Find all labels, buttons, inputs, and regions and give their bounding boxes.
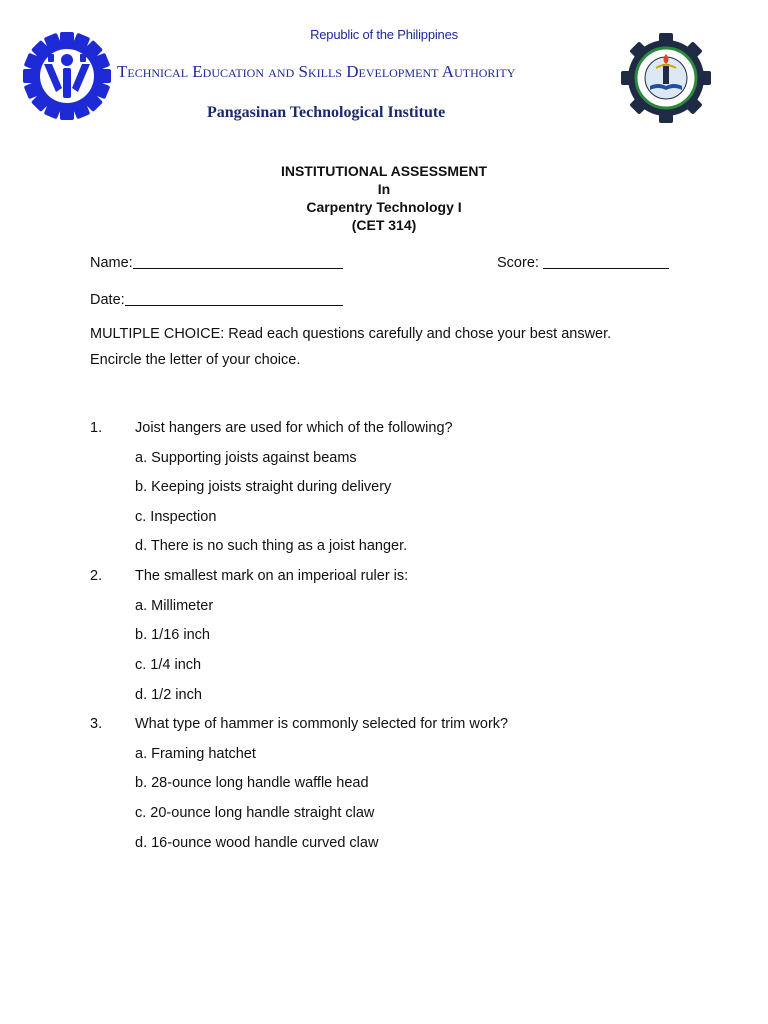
answer-option[interactable]: d. 16-ounce wood handle curved claw	[135, 835, 379, 851]
institute-name: Pangasinan Technological Institute	[207, 104, 446, 121]
answer-option[interactable]: d. 1/2 inch	[135, 687, 202, 703]
tesda-logo-icon	[22, 30, 112, 122]
question-number: 3.	[90, 716, 103, 732]
question-text: What type of hammer is commonly selected for trim work?	[135, 716, 509, 732]
answer-option[interactable]: c. 20-ounce long handle straight claw	[135, 805, 375, 821]
score-blank[interactable]	[543, 254, 669, 269]
answer-option[interactable]: b. 28-ounce long handle waffle head	[135, 775, 369, 791]
answer-option[interactable]: a. Framing hatchet	[135, 746, 256, 762]
question-text: The smallest mark on an imperioal ruler is:	[135, 568, 409, 584]
answer-option[interactable]: b. Keeping joists straight during delivery	[135, 479, 392, 495]
answer-option[interactable]: a. Supporting joists against beams	[135, 450, 357, 466]
score-field	[497, 252, 669, 271]
course-code: (CET 314)	[351, 217, 417, 233]
instructions-line-2: Encircle the letter of your choice.	[90, 352, 301, 368]
date-blank[interactable]	[125, 291, 343, 306]
institute-seal-icon	[620, 32, 712, 124]
answer-option[interactable]: d. There is no such thing as a joist hanger.	[135, 538, 408, 554]
name-label: Name:	[90, 255, 133, 271]
course-name: Carpentry Technology I	[306, 199, 462, 215]
question-text: Joist hangers are used for which of the following?	[135, 420, 453, 436]
assessment-title-in: In	[377, 181, 391, 197]
date-label: Date:	[90, 292, 125, 308]
answer-option[interactable]: b. 1/16 inch	[135, 627, 210, 643]
date-field	[90, 289, 343, 308]
name-field	[90, 252, 343, 271]
answer-option[interactable]: a. Millimeter	[135, 598, 214, 614]
answer-option[interactable]: c. 1/4 inch	[135, 657, 202, 673]
agency-name: Technical Education and Skills Development Authority	[117, 62, 516, 81]
score-label: Score:	[497, 255, 539, 271]
answer-option[interactable]: c. Inspection	[135, 509, 217, 525]
question-number: 2.	[90, 568, 103, 584]
instructions-line-1: MULTIPLE CHOICE: Read each questions carefully and chose your best answer.	[90, 326, 612, 342]
republic-heading: Republic of the Philippines	[310, 27, 458, 42]
name-blank[interactable]	[133, 254, 343, 269]
assessment-title: INSTITUTIONAL ASSESSMENT	[280, 163, 488, 179]
question-number: 1.	[90, 420, 103, 436]
